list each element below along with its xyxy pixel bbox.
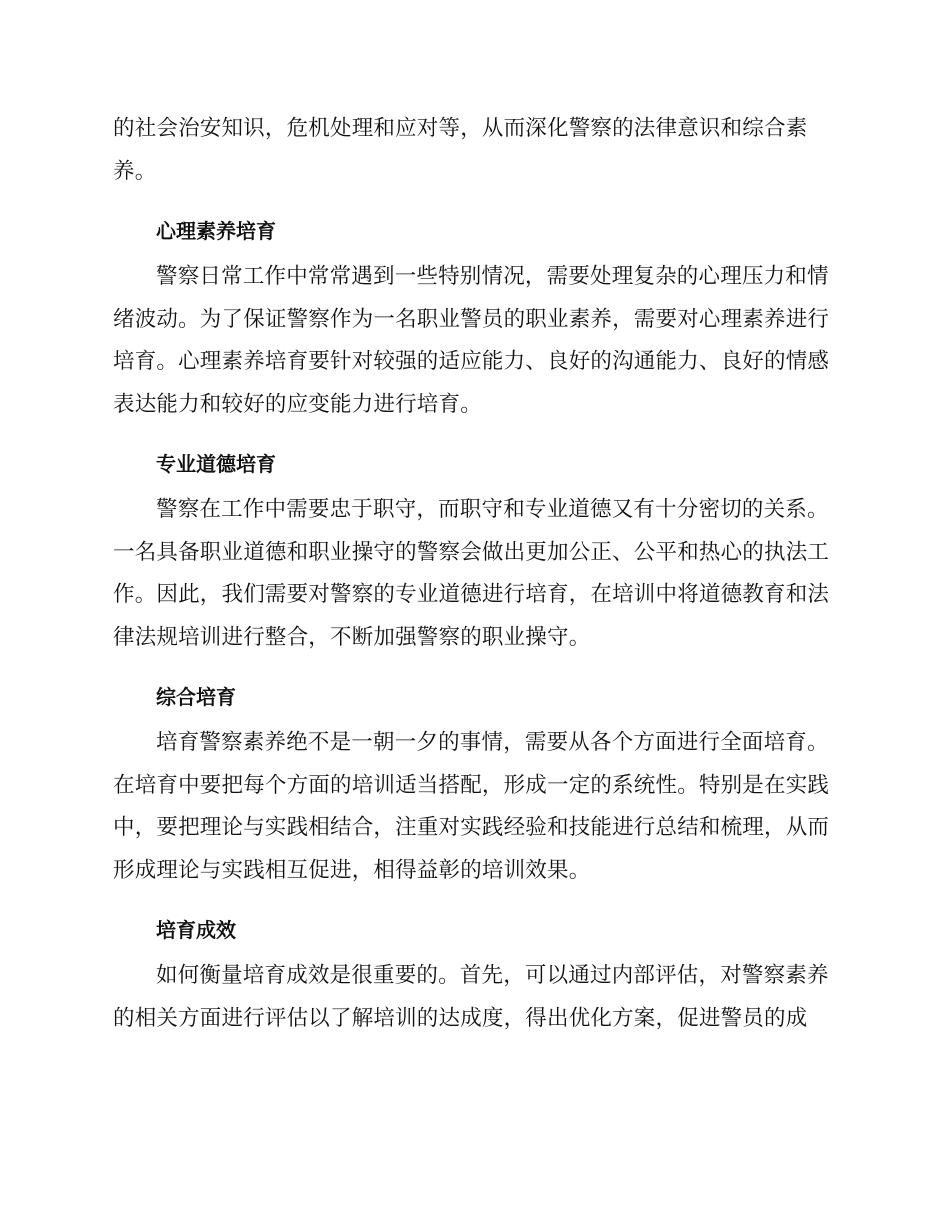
section-heading-comprehensive: 综合培育 xyxy=(156,685,236,709)
section-body-ethics: 警察在工作中需要忠于职守，而职守和专业道德又有十分密切的关系。一名具备职业道德和职业操守的警察会做出更加公正、公平和热心的执法工作。因此，我们需要对警察的专业道德进行培育，在培训中将道德教育和法律法规培训进行整合，不断加强警察的职业操守。 xyxy=(113,497,830,650)
spacer xyxy=(113,426,833,438)
spacer xyxy=(113,892,833,904)
section-body-comprehensive: 培育警察素养绝不是一朝一夕的事情，需要从各个方面进行全面培育。在培育中要把每个方面的培训适当搭配，形成一定的系统性。特别是在实践中，要把理论与实践相结合，注重对实践经验和技能进行总结和梳理，从而形成理论与实践相互促进，相得益彰的培训效果。 xyxy=(113,730,830,883)
section-body-results: 如何衡量培育成效是很重要的。首先，可以通过内部评估，对警察素养的相关方面进行评估以了解培训的达成度，得出优化方案，促进警员的成 xyxy=(113,963,829,1031)
continuation-paragraph: 的社会治安知识，危机处理和应对等，从而深化警察的法律意识和综合素养。 xyxy=(113,116,808,184)
spacer xyxy=(113,193,833,205)
section-heading-results: 培育成效 xyxy=(156,918,236,942)
section-heading-ethics: 专业道德培育 xyxy=(156,452,276,476)
section-body-psychology: 警察日常工作中常常遇到一些特别情况，需要处理复杂的心理压力和情绪波动。为了保证警察作为一名职业警员的职业素养，需要对心理素养进行培育。心理素养培育要针对较强的适应能力、良好的沟通能力、良好的情感表达能力和较好的应变能力进行培育。 xyxy=(113,264,830,417)
document-content xyxy=(113,108,833,1040)
spacer xyxy=(113,659,833,671)
section-heading-psychology: 心理素养培育 xyxy=(156,219,276,243)
